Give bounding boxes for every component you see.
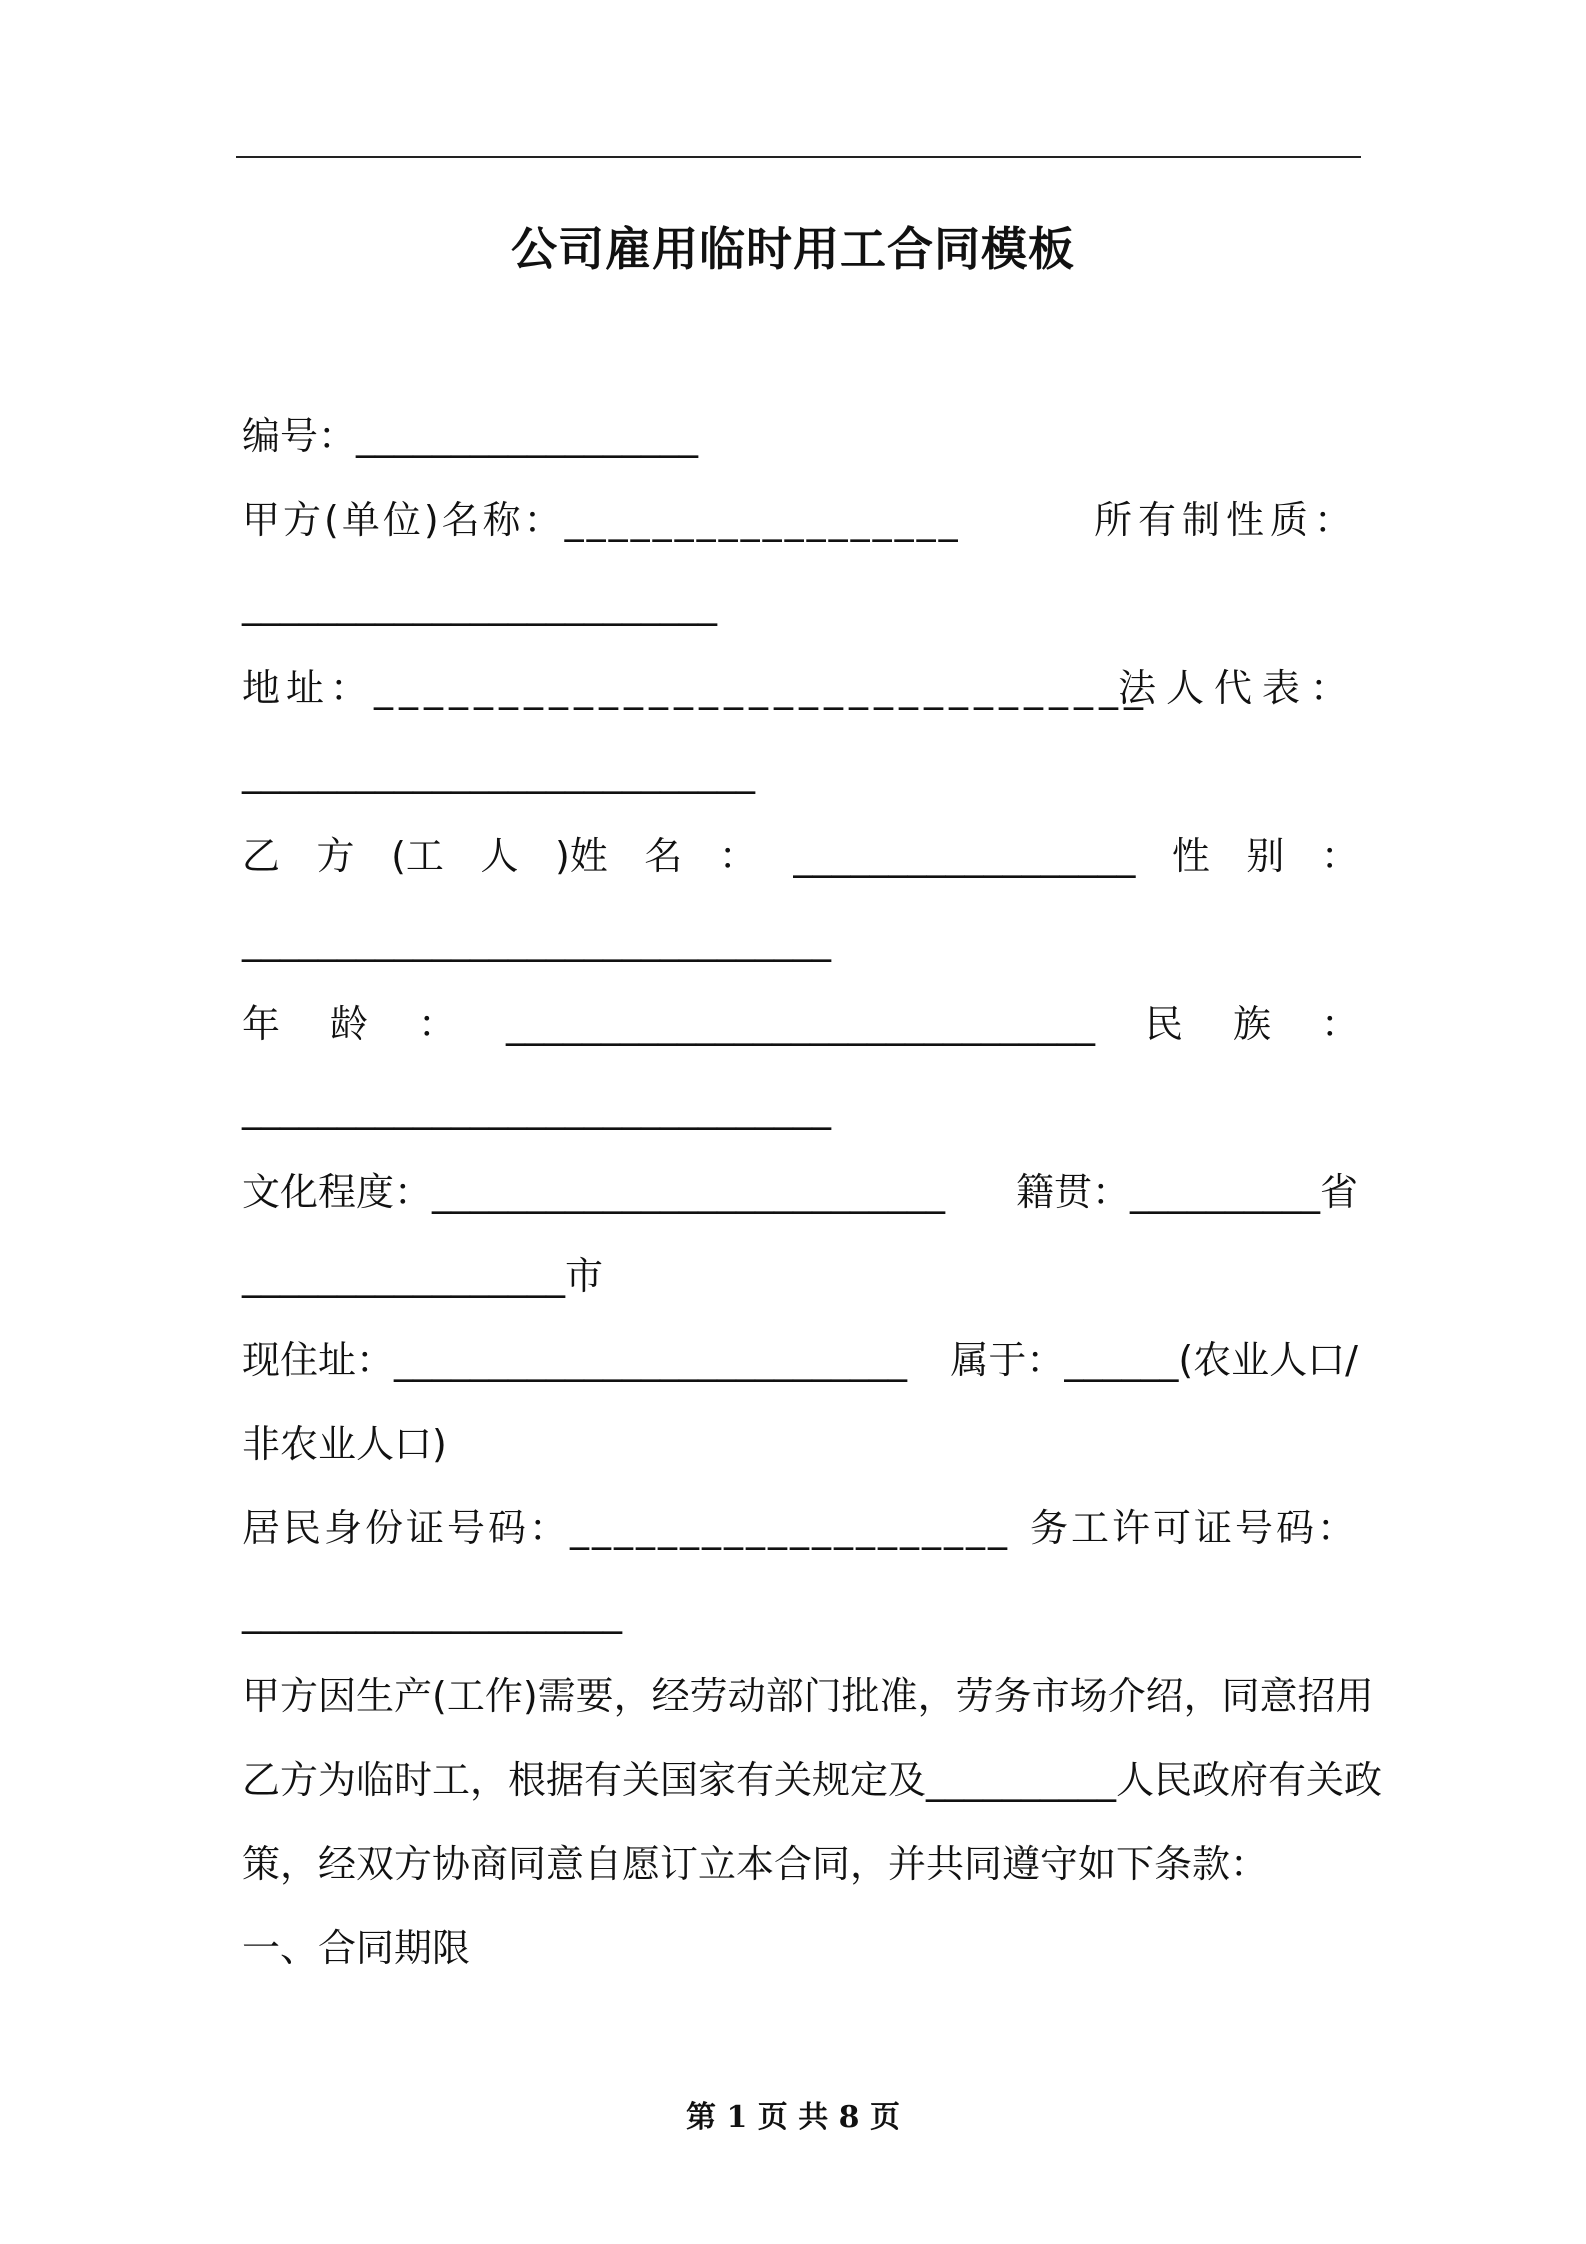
address-field: 地址：_______________________________ bbox=[242, 666, 1150, 710]
party-b-name-line: __________________ bbox=[793, 834, 1136, 878]
party-a-name-field: 甲方(单位)名称：__________________ bbox=[242, 498, 961, 542]
body-paragraph-line: 策，经双方协商同意自愿订立本合同，并共同遵守如下条款： bbox=[242, 1842, 1269, 1886]
ownership-field-line: _________________________ bbox=[242, 582, 717, 626]
contract-number-field: 编号：__________________ bbox=[242, 414, 699, 458]
ethnicity-field-line: _______________________________ bbox=[242, 1086, 831, 1130]
page-number: 第 1 页 共 8 页 bbox=[686, 2100, 900, 2135]
legal-rep-label: 法人代表： bbox=[1117, 666, 1358, 710]
body-paragraph-line: 甲方因生产(工作)需要，经劳动部门批准，劳务市场介绍，同意招用 bbox=[242, 1674, 1374, 1718]
gender-label-char: ： bbox=[1320, 834, 1359, 878]
gender-field-line: _______________________________ bbox=[242, 918, 831, 962]
legal-rep-field-line: ___________________________ bbox=[242, 750, 755, 794]
work-permit-label: 务工许可证号码： bbox=[1029, 1506, 1358, 1550]
household-type-continuation: 非农业人口) bbox=[242, 1422, 447, 1466]
current-address-field: 现住址：___________________________ bbox=[242, 1338, 908, 1382]
party-b-name-char: 人 bbox=[480, 834, 519, 878]
body-paragraph-line: 乙方为临时工，根据有关国家有关规定及__________人民政府有关政 bbox=[242, 1758, 1383, 1802]
household-type-field: 属于：______(农业人口/ bbox=[950, 1338, 1358, 1382]
party-b-row bbox=[242, 828, 1359, 884]
native-city-field: _________________市 bbox=[242, 1254, 604, 1298]
document-title: 公司雇用临时用工合同模板 bbox=[511, 222, 1075, 276]
party-b-name-char: )姓 bbox=[554, 834, 608, 878]
ownership-label: 所有制性质： bbox=[1093, 498, 1358, 542]
party-b-name-char: (工 bbox=[391, 834, 444, 878]
ethnicity-label-char: 民 bbox=[1144, 1002, 1183, 1046]
gender-label-char: 别 bbox=[1246, 834, 1285, 878]
education-field: 文化程度：___________________________ bbox=[242, 1170, 946, 1214]
gender-label-char: 性 bbox=[1171, 834, 1210, 878]
ethnicity-label-char: 族 bbox=[1232, 1002, 1271, 1046]
age-ethnicity-row bbox=[242, 996, 1359, 1052]
age-label-char: 年 bbox=[242, 1002, 281, 1046]
work-permit-field-line: ____________________ bbox=[242, 1590, 622, 1634]
party-b-name-char: ： bbox=[718, 834, 757, 878]
age-label-char: 龄 bbox=[330, 1002, 369, 1046]
party-b-name-char: 名 bbox=[644, 834, 683, 878]
party-b-name-char: 乙 bbox=[242, 834, 281, 878]
native-place-field: 籍贯：__________省 bbox=[1015, 1170, 1358, 1214]
id-number-field: 居民身份证号码：____________________ bbox=[242, 1506, 1011, 1550]
section-heading: 一、合同期限 bbox=[242, 1926, 471, 1970]
party-b-name-char: 方 bbox=[316, 834, 355, 878]
age-label-char: ： bbox=[418, 1002, 457, 1046]
age-field-line: _______________________________ bbox=[506, 1002, 1095, 1046]
ethnicity-label-char: ： bbox=[1320, 1002, 1359, 1046]
header-rule bbox=[236, 156, 1361, 158]
